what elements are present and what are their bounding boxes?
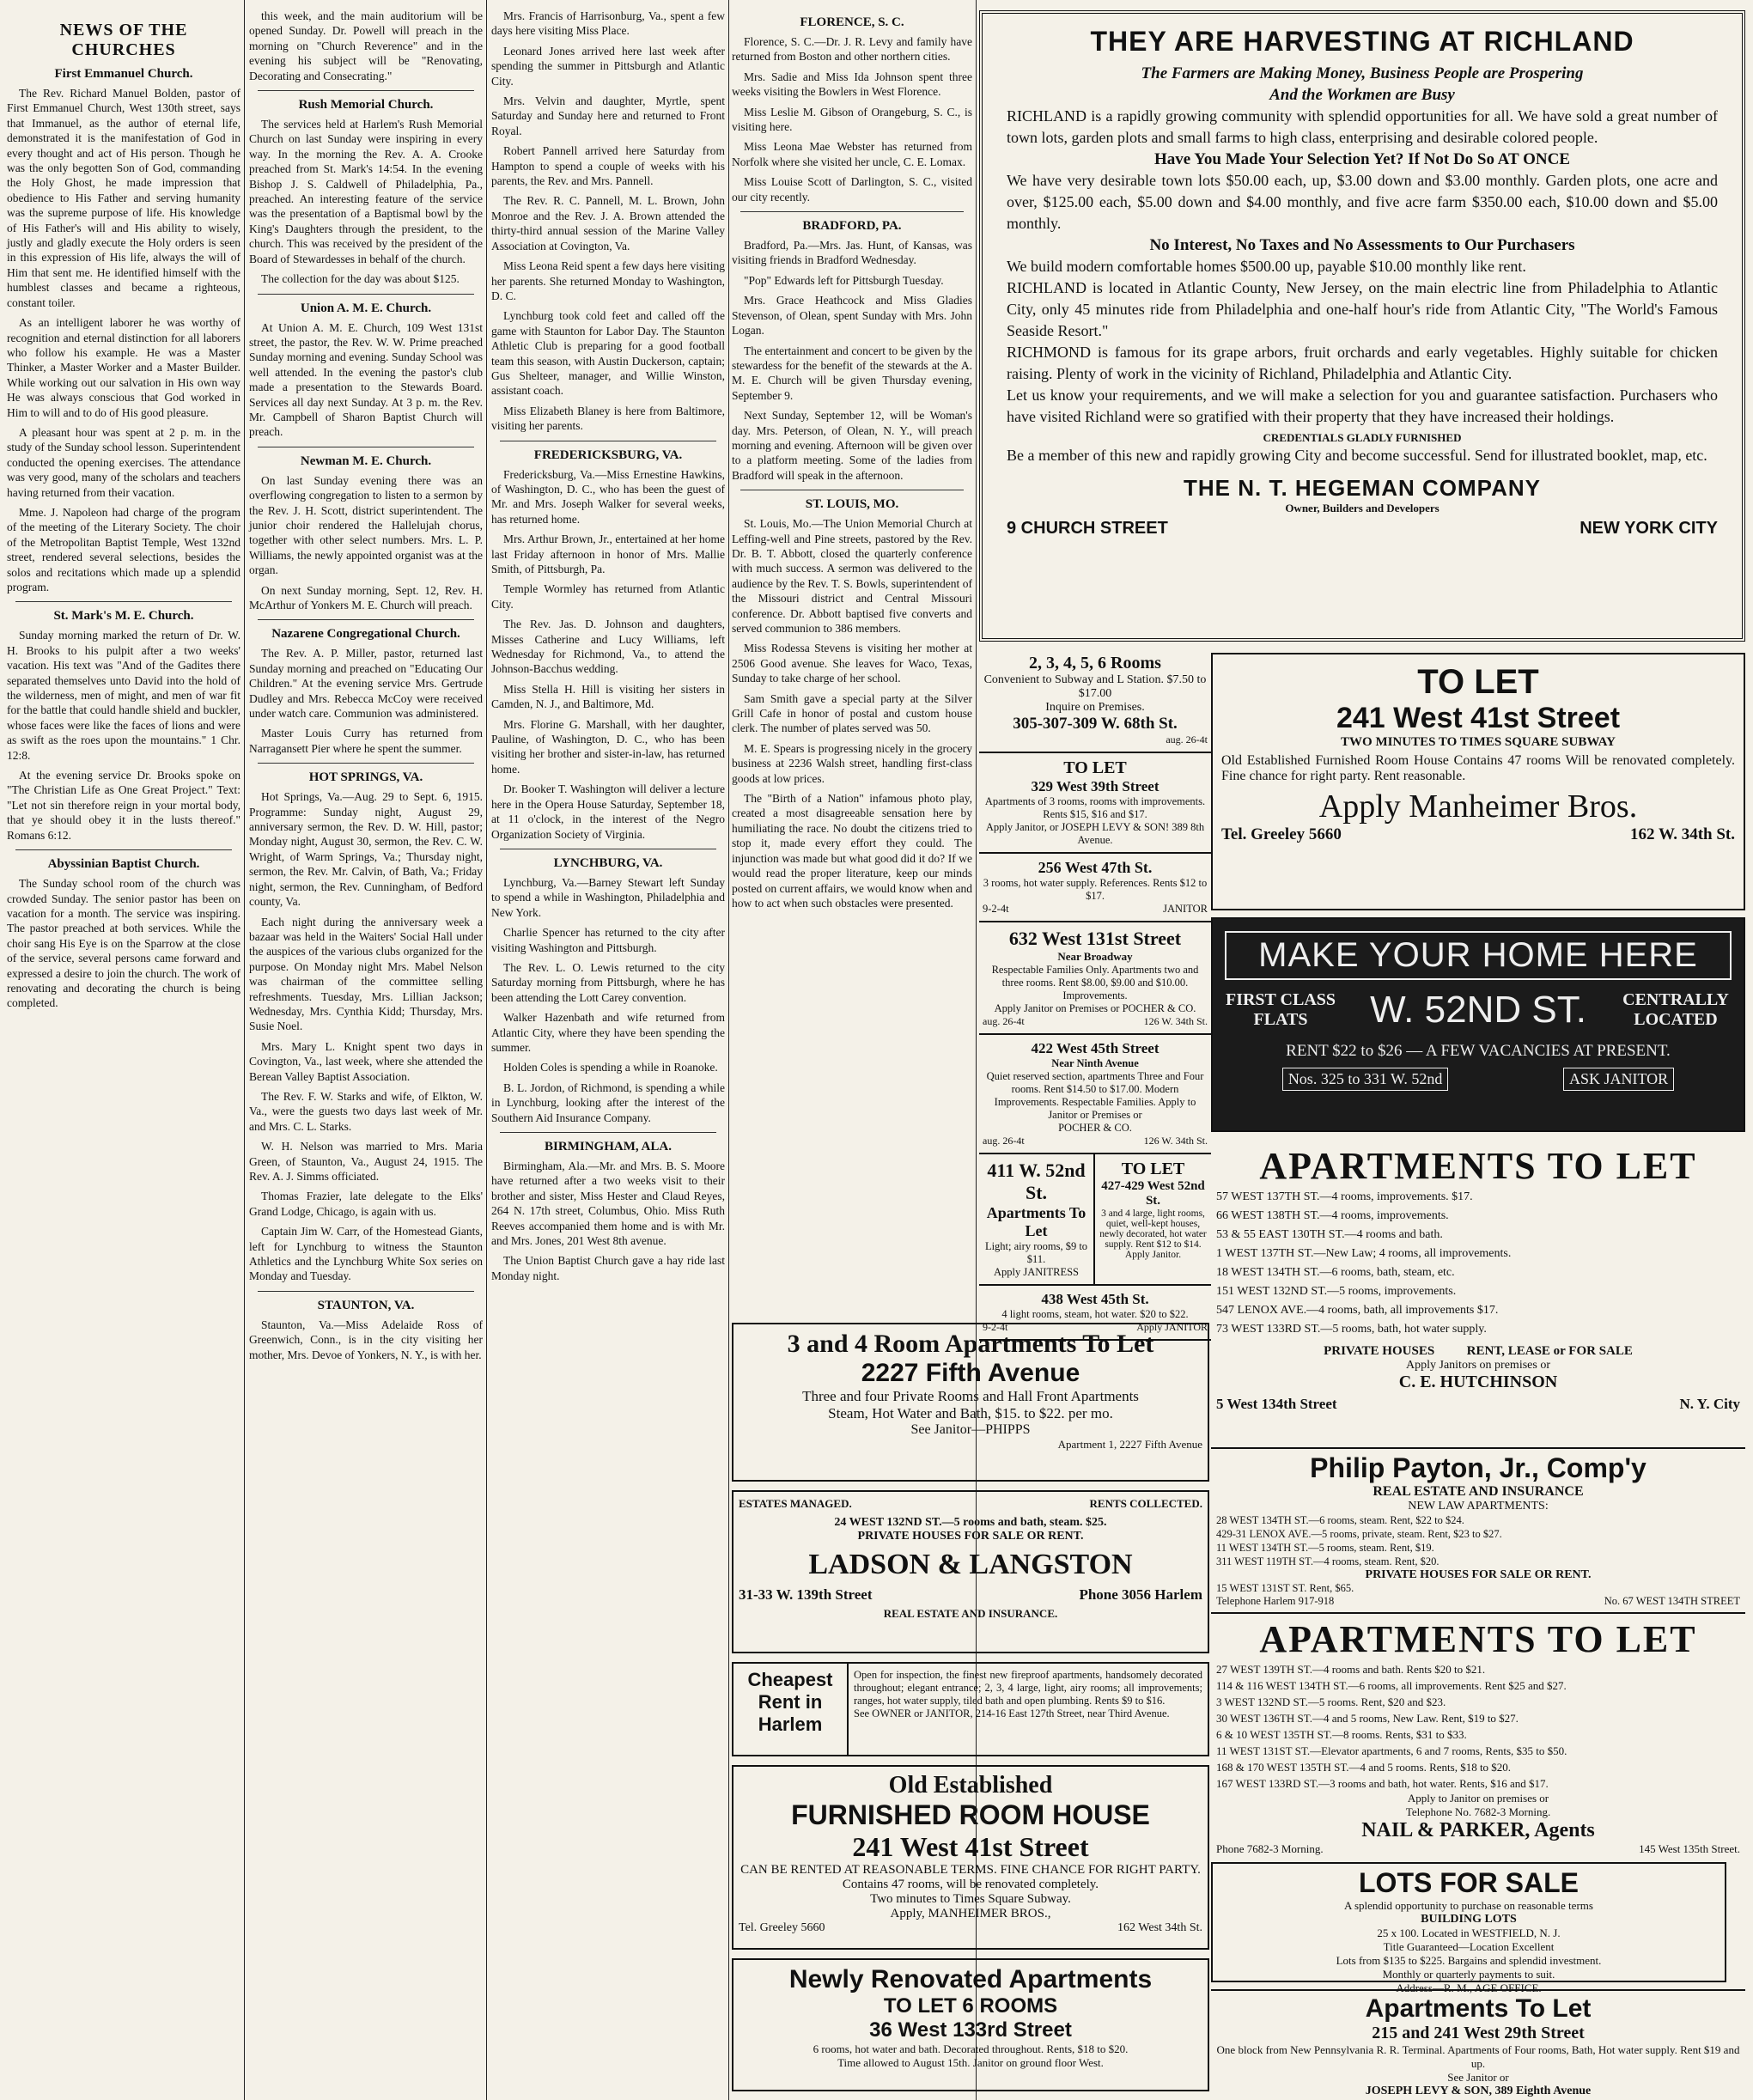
article-paragraph: Sam Smith gave a special party at the Silver Grill Cafe in honor of postal and custom house clerk. The number of plates served was 50. (732, 691, 972, 735)
ad-line: 305-307-309 W. 68th St. (1013, 715, 1178, 733)
ad-line: Apply JANITRESS (994, 1266, 1079, 1278)
ad-line: 145 West 135th Street. (1639, 1842, 1740, 1855)
ad-line: Light; airy rooms, $9 to $11. (984, 1240, 1088, 1265)
article-paragraph: Lynchburg, Va.—Barney Stewart left Sunday to spend a while in Washington, Philadelphia and New York. (491, 875, 725, 919)
ad-line: Open for inspection, the finest new fireproof apartments, handsomely decorated throughout; elegant entrance; 2, 3, 4 large, light, airy rooms; all improvements; ranges, hot water supply, tiled bath and open plumbing. Rents $9 to $16. (854, 1669, 1202, 1707)
ad-411-52nd (979, 1154, 1095, 1284)
ad-427-52nd (1095, 1154, 1211, 1284)
heading-st-louis: ST. LOUIS, MO. (805, 497, 899, 512)
article-paragraph: Captain Jim W. Carr, of the Homestead Giants, left for Lynchburg to witness the Staunton Athletics and the Lynchburg White Sox series on Monday and Tuesday. (249, 1225, 483, 1283)
article-paragraph: The Union Baptist Church gave a hay ride last Monday night. (491, 1254, 725, 1282)
ad-title: APARTMENTS TO LET (1259, 1145, 1697, 1187)
ad-line: RENT $22 to $26 — A FEW VACANCIES AT PRESENT. (1286, 1042, 1671, 1060)
article-paragraph: Mrs. Francis of Harrisonburg, Va., spent a few days here visiting Miss Place. (491, 9, 725, 38)
ad-text: RICHLAND is a rapidly growing community with splendid opportunities for all. We have sold a great number of town lots, garden plots and small farms to high class, enterprising and desirable colored people. (1007, 107, 1718, 146)
article-paragraph: Mme. J. Napoleon had charge of the program of the meeting of the Literary Society. The choir of the Metropolitan Baptist Temple, West 132nd street, rendered several selections, besides the solos and recitations which made up a splendid program. (7, 505, 240, 593)
ad-line: Phone 7682-3 Morning. (1216, 1842, 1324, 1855)
ad-line: See Janitor or (1447, 2071, 1509, 2084)
article-paragraph: On next Sunday morning, Sept. 12, Rev. H. McArthur of Yonkers M. E. Church will preach. (249, 583, 483, 612)
heading-first-emmanuel: First Emmanuel Church. (54, 67, 193, 81)
list-item: 3 WEST 132ND ST.—5 rooms. Rent, $20 and $23. (1216, 1695, 1446, 1708)
ad-line: ASK JANITOR (1563, 1068, 1674, 1091)
column-1 (7, 9, 240, 2087)
ad-line: 9-2-4t (983, 1321, 1008, 1333)
heading-abyssinian: Abyssinian Baptist Church. (47, 857, 200, 872)
ad-line: Apply JANITOR (1136, 1321, 1208, 1333)
divider (15, 601, 232, 602)
list-item: 57 WEST 137TH ST.—4 rooms, improvements. $17. (1216, 1190, 1473, 1203)
ad-line: Contains 47 rooms, will be renovated completely. (842, 1878, 1099, 1891)
divider (15, 849, 232, 850)
ad-line: Old Established (888, 1772, 1053, 1799)
article-paragraph: Hot Springs, Va.—Aug. 29 to Sept. 6, 1915. Programme: Sunday night, August 29, anniversary sermon, the Rev. D. W. Hill, pastor; Monday night, August 30, sermon, the Rev. C. W. Wright, of Warm Springs, Va.; Thursday night, sermon, the Rev. Mr. Calvin, of Bath, Va.; Friday night, sermon, the Rev. Cunningham, of Bedford county, Va. (249, 790, 483, 909)
ad-line: TO LET (1417, 663, 1539, 701)
heading-newman: Newman M. E. Church. (300, 453, 432, 468)
page-header: NEWS OF THE CHURCHES (59, 21, 188, 59)
ad-text: We have very desirable town lots $50.00 each, up, $3.00 down and $3.00 monthly. Garden plots, one acre and over, $125.00 each, $5.00 down and $4.00 monthly, and five acre farm $350.00 each, $10.00 down and $5.00 monthly. (1007, 172, 1718, 232)
list-item: 27 WEST 139TH ST.—4 rooms and bath. Rents $20 to $21. (1216, 1663, 1486, 1676)
ad-text: RICHMOND is famous for its grape arbors, fruit orchards and early vegetables. Highly suitable for chicken raising. Plenty of work in the vicinity of Richland, Philadelphia and Atlantic City. (1007, 344, 1718, 382)
ad-furnished-room-house (732, 1765, 1209, 1950)
list-item: 311 WEST 119TH ST.—4 rooms, steam. Rent, $20. (1216, 1555, 1440, 1567)
ad-line: REAL ESTATE AND INSURANCE. (883, 1607, 1058, 1620)
column-rule (486, 0, 487, 2100)
ad-line: 215 and 241 West 29th Street (1372, 2024, 1585, 2042)
article-paragraph: Miss Louise Scott of Darlington, S. C., visited our city recently. (732, 175, 972, 204)
ad-text: Be a member of this new and rapidly growing City and become successful. Send for illustrated booklet, map, etc. (1007, 447, 1707, 464)
ad-line: Nos. 325 to 331 W. 52nd (1282, 1068, 1449, 1091)
ad-subtitle: And the Workmen are Busy (1269, 86, 1455, 104)
ad-45th-st (979, 1035, 1211, 1154)
list-item: 11 WEST 134TH ST.—5 rooms, steam. Rent, $19. (1216, 1542, 1434, 1554)
ad-question: Have You Made Your Selection Yet? If Not Do So AT ONCE (1154, 150, 1570, 168)
article-paragraph: The collection for the day was about $125. (261, 272, 460, 286)
ad-text: We build modern comfortable homes $500.00 up, payable $10.00 monthly like rent. (1007, 258, 1526, 275)
ad-fifth-avenue (732, 1323, 1209, 1482)
ad-text: RICHLAND is located in Atlantic County, New Jersey, on the main electric line from Philadelphia to Atlantic City, only 45 minutes ride from Philadelphia and one-half hour's ride from Atlantic City, "The World's Famous Seaside Resort." (1007, 279, 1718, 339)
ad-title: Apartments To Let (1365, 1994, 1592, 2023)
list-item: 6 & 10 WEST 135TH ST.—8 rooms. Rents, $31 to $33. (1216, 1728, 1467, 1741)
list-item: 66 WEST 138TH ST.—4 rooms, improvements. (1216, 1209, 1449, 1222)
ad-line: Quiet reserved section, apartments Three and Four rooms. Rent $14.50 to $17.00. Modern Improvements. Respectable Families. Apply to Janitor or Premises or (986, 1070, 1204, 1121)
article-paragraph: W. H. Nelson was married to Mrs. Maria Green, of Staunton, Va., August 24, 1915. The Rev. A. J. Simms officiated. (249, 1140, 483, 1183)
ad-lots-for-sale (1211, 1862, 1726, 1994)
ad-line: Apply Janitor on Premises or POCHER & CO. (994, 1002, 1196, 1014)
ad-line: See OWNER or JANITOR, 214-16 East 127th Street, near Third Avenue. (854, 1707, 1170, 1720)
article-paragraph: The entertainment and concert to be given by the stewardess for the benefit of the stewards at the A. M. E. Church will be given Thursday evening, September 9. (732, 344, 972, 402)
ad-make-your-home-here (1211, 917, 1745, 1132)
ad-line: JANITOR (1163, 903, 1208, 915)
ad-line: Respectable Families Only. Apartments two and three rooms. Rent $8.00, $9.00 and $10.00. Improvements. (991, 964, 1199, 1001)
ad-line: aug. 26-4t (1166, 733, 1208, 746)
ad-line: 31-33 W. 139th Street (739, 1586, 873, 1603)
ad-line: Inquire on Premises. (1045, 701, 1145, 714)
article-paragraph: Temple Wormley has returned from Atlantic City. (491, 582, 725, 611)
ad-line: CENTRALLY LOCATED (1622, 990, 1729, 1029)
ad-apartments-hutchinson (1211, 1139, 1745, 1444)
ad-line: 162 West 34th St. (1117, 1921, 1202, 1934)
ad-no-interest: No Interest, No Taxes and No Assessments to Our Purchasers (1149, 236, 1575, 254)
ad-line: 4 light rooms, steam, hot water. $20 to $22. (1001, 1308, 1189, 1320)
ad-subtitle: The Farmers are Making Money, Business People are Prospering (1141, 64, 1584, 82)
ad-52nd-row (979, 1154, 1211, 1286)
ad-line: LADSON & LANGSTON (808, 1549, 1133, 1580)
article-paragraph: Each night during the anniversary week a bazaar was held in the Waiters' Social Hall under the auspices of the various clubs organized for the purpose. On Monday night Mrs. Mabel Nelson was chairman of the committee selling refreshments. Tuesday, Mrs. Lillian Jackson; Wednesday, Mrs. Cynthia Kidd; Thursday, Mrs. Susie Noel. (249, 915, 483, 1033)
richland-advertisement (979, 10, 1745, 642)
list-item: 18 WEST 134TH ST.—6 rooms, bath, steam, etc. (1216, 1266, 1455, 1279)
heading-nazarene: Nazarene Congregational Church. (271, 627, 460, 642)
ad-line: 3 and 4 large, light rooms, quiet, well-kept houses, newly decorated, hot water supply. Rent $12 to $14. (1099, 1208, 1207, 1250)
article-paragraph: Master Louis Curry has returned from Narragansett Pier where he spent the summer. (249, 727, 483, 755)
article-paragraph: The Rev. L. O. Lewis returned to the city Saturday morning from Pittsburgh, where he has been attending the Lott Carey convention. (491, 960, 725, 1004)
ad-line: Tel. Greeley 5660 (739, 1921, 825, 1934)
list-item: 167 WEST 133RD ST.—3 rooms and bath, hot water. Rents, $16 and $17. (1216, 1777, 1549, 1790)
divider (258, 294, 474, 295)
article-paragraph: Holden Coles is spending a while in Roanoke. (503, 1061, 718, 1074)
ad-city: NEW YORK CITY (1580, 519, 1718, 538)
list-item: 53 & 55 EAST 130TH ST.—4 rooms and bath. (1216, 1228, 1443, 1241)
list-item: 429-31 LENOX AVE.—5 rooms, private, steam. Rent, $23 to $27. (1216, 1528, 1502, 1540)
article-paragraph: Miss Leona Reid spent a few days here visiting her parents. She returned Monday to Washington, D. C. (491, 259, 725, 302)
article-paragraph: Mrs. Florine G. Marshall, with her daughter, Pauline, of Washington, D. C., who has been visiting her brother and sister-in-law, has returned home. (491, 717, 725, 776)
ad-line: MAKE YOUR HOME HERE (1225, 931, 1732, 980)
ad-line: aug. 26-4t (983, 1015, 1025, 1027)
list-item: 1 WEST 137TH ST.—New Law; 4 rooms, all improvements. (1216, 1247, 1512, 1260)
column-2 (249, 9, 483, 2087)
divider (740, 211, 964, 212)
ad-line: Lots from $135 to $225. Bargains and splendid investment. (1336, 1954, 1602, 1967)
ad-list (1216, 1188, 1740, 1339)
ad-line: 422 West 45th Street (1031, 1040, 1160, 1056)
article-paragraph: Florence, S. C.—Dr. J. R. Levy and family have returned from Boston and other northern cities. (732, 35, 972, 64)
article-paragraph: At Union A. M. E. Church, 109 West 131st street, the pastor, the Rev. W. W. Prime preached Sunday morning and evening. Sunday School was well attended. In the evening the pastor's club made a presentation to the Stewards Board. Services all day next Sunday. At 3 p. m. the Rev. Mr. Campbell of Sharon Baptist Church will preach. (249, 320, 483, 439)
ad-line: PRIVATE HOUSES RENT, LEASE or FOR SALE (1324, 1344, 1633, 1358)
article-paragraph: Miss Leona Mae Webster has returned from Norfolk where she visited her uncle, C. E. Lomax. (732, 140, 972, 168)
ad-131st-st (979, 922, 1211, 1035)
ad-footer (1007, 519, 1718, 539)
article-paragraph: "Pop" Edwards left for Pittsburgh Tuesday. (744, 273, 944, 287)
ad-company: THE N. T. HEGEMAN COMPANY (1184, 475, 1541, 501)
ad-nail-parker (1211, 1612, 1745, 1857)
ad-line: 36 West 133rd Street (869, 2018, 1072, 2042)
article-paragraph: Mrs. Mary L. Knight spent two days in Covington, Va., last week, where she attended the Berean Valley Baptist Association. (249, 1039, 483, 1083)
heading-lynchburg: LYNCHBURG, VA. (553, 855, 663, 870)
ad-line: 9-2-4t (983, 903, 1009, 915)
article-paragraph: Sunday morning marked the return of Dr. W. H. Brooks to his pulpit after a two weeks' vacation. His text was "And of the Gadites there separated themselves unto David into the hold of the wilderness, men of might, and men of war fit for the battle that could handle shield and buckler, whose faces were like the faces of lions and were as swift as the roes upon the mountains." 1 Chr. 12:8. (7, 629, 240, 762)
ad-title: THEY ARE HARVESTING AT RICHLAND (1090, 26, 1634, 57)
divider (500, 1132, 716, 1133)
ad-39th-st (979, 753, 1211, 854)
ad-line: 2, 3, 4, 5, 6 Rooms (1029, 654, 1161, 673)
ad-title: Philip Payton, Jr., Comp'y (1310, 1452, 1646, 1483)
ad-line: Address—R. M., AGE OFFICE. (1396, 1981, 1542, 1994)
ad-line: Tel. Greeley 5660 (1221, 825, 1342, 843)
ad-line: FURNISHED ROOM HOUSE (791, 1799, 1150, 1830)
article-paragraph: B. L. Jordon, of Richmond, is spending a while in Lynchburg, looking after the interest of the Southern Aid Insurance Company. (491, 1080, 725, 1124)
ad-line: TO LET 6 ROOMS (883, 1994, 1058, 2018)
ad-line: 329 West 39th Street (1031, 778, 1160, 794)
article-paragraph: Bradford, Pa.—Mrs. Jas. Hunt, of Kansas, was visiting friends in Bradford Wednesday. (732, 239, 972, 267)
ad-line: JOSEPH LEVY & SON, 389 Eighth Avenue (1365, 2085, 1592, 2097)
ad-line: NEW LAW APARTMENTS: (1408, 1500, 1549, 1513)
article-paragraph: this week, and the main auditorium will be opened Sunday. Dr. Powell will preach in the morning on "Church Reverence" and in the evening his subject will be "Renovating, Decorating and Consecrating." (249, 9, 483, 82)
divider (258, 90, 474, 91)
list-item: 11 WEST 131ST ST.—Elevator apartments, 6 and 7 rooms, Rents, $35 to $50. (1216, 1744, 1567, 1757)
heading-fredericksburg: FREDERICKSBURG, VA. (533, 447, 683, 462)
article-paragraph: Mrs. Sadie and Miss Ida Johnson spent three weeks visiting the Bowlers in West Florence. (732, 70, 972, 99)
article-paragraph: Birmingham, Ala.—Mr. and Mrs. B. S. Moore have returned after a two weeks visit to their brother and sister, Miss Hester and Claud Reyes, 264 N. 17th street, Columbus, Ohio. Miss Ruth Reeves accompanied them home and is with Mr. and Mrs. Jones, 201 West 8th avenue. (491, 1160, 725, 1248)
ad-line: TO LET (1063, 758, 1127, 777)
ad-line: 241 West 41st Street (852, 1831, 1089, 1862)
ad-line: Apply Janitor, or JOSEPH LEVY & SON! 389 8th Avenue. (985, 821, 1205, 846)
ad-line: 2227 Fifth Avenue (861, 1359, 1080, 1387)
ad-line: RENTS COLLECTED. (1089, 1497, 1202, 1510)
ad-line: 632 West 131st Street (1008, 928, 1182, 949)
divider (258, 763, 474, 764)
article-paragraph: Miss Stella H. Hill is visiting her sisters in Camden, N. J., and Baltimore, Md. (491, 682, 725, 711)
article-paragraph: Mrs. Velvin and daughter, Myrtle, spent Saturday and Sunday here and returned to Front Royal. (491, 94, 725, 137)
ad-title: APARTMENTS TO LET (1259, 1618, 1697, 1660)
ad-line: Two minutes to Times Square Subway. (870, 1892, 1071, 1906)
article-paragraph: On last Sunday evening there was an overflowing congregation to listen to a sermon by the Rev. J. H. Scott, district superintendent. The junior choir rendered the Hallelujah chorus, together with other select numbers. Mrs. L. P. Williams, the newly appointed organist was at the organ. (249, 473, 483, 577)
ad-line: 24 WEST 132ND ST.—5 rooms and bath, steam. $25. (834, 1516, 1107, 1529)
heading-florence: FLORENCE, S. C. (800, 15, 904, 29)
ad-line: BUILDING LOTS (1421, 1913, 1517, 1926)
ad-line: Apply Janitor. (1124, 1250, 1182, 1260)
list-item: 151 WEST 132ND ST.—5 rooms, improvements. (1216, 1285, 1457, 1298)
list-item: 30 WEST 136TH ST.—4 and 5 rooms, New Law. Rent, $19 to $27. (1216, 1712, 1519, 1725)
article-paragraph: Leonard Jones arrived here last week after spending the summer in Pittsburgh and Atlantic City. (491, 44, 725, 88)
ad-line: Apartments of 3 rooms, rooms with improvements. Rents $15, $16 and $17. (984, 795, 1206, 820)
list-item: 28 WEST 134TH ST.—6 rooms, steam. Rent, $22 to $24. (1216, 1514, 1464, 1526)
ad-line: Apply Janitors on premises or (1406, 1359, 1550, 1372)
article-paragraph: Mrs. Grace Heathcock and Miss Gladies Stevenson, of Olean, spent Sunday with Mrs. John Logan. (732, 294, 972, 338)
ad-line: Apartments To Let (986, 1204, 1086, 1239)
ad-line: 3 and 4 Room Apartments To Let (787, 1330, 1154, 1358)
heading-hot-springs: HOT SPRINGS, VA. (308, 770, 423, 785)
heading-rush: Rush Memorial Church. (298, 98, 434, 113)
article-paragraph: The Rev. A. P. Miller, pastor, returned last Sunday morning and preached on "Educating Our Children." At the evening service Mrs. Gertrude Dudley and Mrs. Rebecca McCoy were received under watch care. Communion was administered. (249, 647, 483, 721)
ad-line: Apply to Janitor on premises or (1407, 1792, 1549, 1805)
column-rule (728, 0, 729, 2100)
article-paragraph: Walker Hazenbath and wife returned from Atlantic City, where they have been spending the summer. (491, 1011, 725, 1054)
ad-line: W. 52ND ST. (1370, 989, 1586, 1031)
ad-line: 256 West 47th St. (1038, 859, 1153, 876)
article-paragraph: A pleasant hour was spent at 2 p. m. in the study of the Sunday school lesson. Superintendent conducted the opening exercises. The attendance was very good, many of the scholars and teachers having returned from their vacation. (7, 425, 240, 499)
ad-line: Old Established Furnished Room House Contains 47 rooms Will be renovated completely. Fine chance for right party. Rent reasonable. (1221, 753, 1735, 783)
ad-line: N. Y. City (1679, 1396, 1740, 1412)
heading-union: Union A. M. E. Church. (300, 301, 432, 315)
article-paragraph: The Rev. Richard Manuel Bolden, pastor of First Emmanuel Church, West 130th street, says that Immanuel, as the author of eternal life, demonstrated it is the manifestation of God in every thought and act of His person. Though he was the only begotten Son of God, commanding the Holy Ghost, he made impression that obedience to His Father and serving humanity was the supreme purpose of life. His knowledge of His Father's will and His ability to wisely, justly and gladly execute the Holy orders is seen in this expression of His life, always the will of Him that sent me. He identified himself with the humblest classes and became a righteous, constant toiler. (7, 87, 240, 309)
ad-to-let-41st (1211, 653, 1745, 910)
ad-line: PRIVATE HOUSES FOR SALE OR RENT. (1365, 1568, 1592, 1581)
ad-line: 25 x 100. Located in WESTFIELD, N. J. (1377, 1927, 1561, 1939)
ad-philip-payton (1211, 1447, 1745, 1609)
article-paragraph: The Sunday school room of the church was crowded Sunday. The senior pastor has been on vacation for a month. The service was inspiring. The pastor preached at both services. While the choir sang His Eye is on the Sparrow at the close of the service, several persons came forward and expressed a desire to join the church. The work of renovating and decorating the church is being completed. (7, 877, 240, 1010)
ad-line: Three and four Private Rooms and Hall Front Apartments (802, 1388, 1139, 1404)
ad-47th-st (979, 854, 1211, 922)
divider (258, 1291, 474, 1292)
ad-line: FIRST CLASS FLATS (1225, 990, 1336, 1029)
ad-line: Telephone No. 7682-3 Morning. (1405, 1805, 1551, 1818)
article-paragraph: The "Birth of a Nation" infamous photo play, created a most disagreeable sensation here by humiliating the race. No doubt the citizens tried to stop it, made every effort they could. The injunction was made but what good did it do? If we would read the proper literature, keep our minds posted on current affairs, we would know when and how to act when such obstacles were presented. (732, 792, 972, 910)
ad-title: LOTS FOR SALE (1359, 1867, 1579, 1898)
list-item: 73 WEST 133RD ST.—5 rooms, bath, hot water supply. (1216, 1323, 1487, 1336)
article-paragraph: The services held at Harlem's Rush Memorial Church on last Sunday were inspiring in every way. In the morning the Rev. A. A. Crooke preached from St. Mark's 14:54. In the evening Bishop J. S. Caldwell of Philadelphia, Pa., preached. An interesting feature of the service was the presentation of a Baptismal bowl by the King's Daughters through the president, to the church. This was received by the president of the Board of Stewardesses in behalf of the church. (249, 118, 483, 265)
article-paragraph: Fredericksburg, Va.—Miss Ernestine Hawkins, of Washington, D. C., who has been the guest of Mr. and Mrs. Joseph Walker for several weeks, has returned home. (491, 467, 725, 526)
article-paragraph: Mrs. Arthur Brown, Jr., entertained at her home last Friday afternoon in honor of Mrs. Mallie Smith, of Pittsburgh, Pa. (491, 533, 725, 575)
list-item: 114 & 116 WEST 134TH ST.—6 rooms, all improvements. Rent $25 and $27. (1216, 1679, 1567, 1692)
ad-line: TWO MINUTES TO TIMES SQUARE SUBWAY (1341, 735, 1616, 749)
ad-line: Telephone Harlem 917-918 (1216, 1595, 1335, 1607)
ad-line: NAIL & PARKER, Agents (1361, 1819, 1595, 1841)
ad-line: Monthly or quarterly payments to suit. (1382, 1968, 1555, 1981)
article-paragraph: Charlie Spencer has returned to the city after visiting Washington and Pittsburgh. (491, 926, 725, 954)
ad-line: Cheapest Rent in Harlem (733, 1664, 849, 1755)
article-paragraph: At the evening service Dr. Brooks spoke on "The Christian Life as One Great Project." Text: "Let not sin therefore reign in your mortal body, that ye should obey it in the lusts thereof." Romans 6:12. (7, 769, 240, 842)
ad-68th-st (979, 648, 1211, 753)
heading-staunton: STAUNTON, VA. (317, 1298, 415, 1312)
divider (258, 619, 474, 620)
ad-line: Newly Renovated Apartments (788, 1965, 1153, 1993)
heading-birmingham: BIRMINGHAM, ALA. (545, 1140, 672, 1153)
article-paragraph: The Rev. F. W. Starks and wife, of Elkton, W. Va., were the guests two days last week of Mr. and Mrs. C. L. Starks. (249, 1089, 483, 1133)
heading-bradford: BRADFORD, PA. (802, 219, 902, 234)
ad-address: 9 CHURCH STREET (1007, 519, 1168, 538)
article-paragraph: Robert Pannell arrived here Saturday from Hampton to spend a couple of weeks with his parents, the Rev. and Mrs. Pannell. (491, 144, 725, 188)
ad-company-sub: Owner, Builders and Developers (1285, 502, 1440, 514)
ad-line: 6 rooms, hot water and bath. Decorated throughout. Rents, $18 to $20. (813, 2042, 1129, 2055)
ad-line: No. 67 WEST 134TH STREET (1604, 1595, 1740, 1607)
ad-line: 5 West 134th Street (1216, 1396, 1337, 1412)
ad-line: aug. 26-4t (983, 1135, 1025, 1147)
ad-line: POCHER & CO. (1058, 1122, 1132, 1134)
ad-line: REAL ESTATE AND INSURANCE (1373, 1484, 1584, 1499)
ad-text: Let us know your requirements, and we will make a selection for you and guarantee satisfaction. Purchasers who have visited Richland were so gratified with their property that they have increased their holdings. (1007, 387, 1718, 425)
article-paragraph: Staunton, Va.—Miss Adelaide Ross of Greenwich, Conn., is in the city visiting her mother, Mrs. Devoe of Yonkers, N. Y., is with her. (249, 1318, 483, 1361)
list-item: 168 & 170 WEST 135TH ST.—4 and 5 rooms. Rents, $18 to $20. (1216, 1761, 1512, 1774)
ad-line: 411 W. 52nd St. (987, 1160, 1086, 1203)
ad-line: Title Guaranteed—Location Excellent (1383, 1940, 1555, 1953)
article-paragraph: Miss Leslie M. Gibson of Orangeburg, S. C., is visiting here. (732, 105, 972, 134)
ad-line: Apply, MANHEIMER BROS., (890, 1907, 1051, 1920)
ad-line: 241 West 41st Street (1336, 702, 1621, 734)
ad-line: Apartment 1, 2227 Fifth Avenue (1057, 1438, 1202, 1451)
article-paragraph: The Rev. R. C. Pannell, M. L. Brown, John Monroe and the Rev. J. A. Brown attended the thirty-third annual session of the Marine Valley Association at Covington, Va. (491, 194, 725, 253)
ad-line: A splendid opportunity to purchase on reasonable terms (1344, 1899, 1593, 1912)
ad-line: Near Ninth Avenue (1051, 1057, 1139, 1069)
ad-line: Near Broadway (1057, 950, 1133, 963)
ad-line: Apply Manheimer Bros. (1318, 788, 1638, 825)
ad-cheapest-rent (732, 1662, 1209, 1756)
ad-credentials: CREDENTIALS GLADLY FURNISHED (1263, 431, 1462, 444)
ad-line: Steam, Hot Water and Bath, $15. to $22. per mo. (828, 1405, 1113, 1421)
column-3 (491, 9, 725, 2087)
article-paragraph: The Rev. Jas. D. Johnson and daughters, Misses Catherine and Lucy Williams, left Wednesday for Richmond, Va., to attend the Johnson-Bacchus wedding. (491, 618, 725, 676)
ad-line: 15 WEST 131ST ST. Rent, $65. (1216, 1582, 1354, 1594)
ad-line: One block from New Pennsylvania R. R. Terminal. Apartments of Four rooms, Bath, Hot water supply. Rent $19 and up. (1216, 2043, 1740, 2070)
ad-line: 162 W. 34th St. (1630, 825, 1735, 843)
ad-newly-renovated (732, 1958, 1209, 2091)
ad-line: 3 rooms, hot water supply. References. Rents $12 to $17. (983, 877, 1208, 902)
article-paragraph: St. Louis, Mo.—The Union Memorial Church at Leffing-well and Pine streets, pastored by the Rev. Dr. B. T. Abbott, closed the quarterly conference with much success. A sermon was delivered to the audience by the Rev. T. S. Bowls, superintendent of the Missouri district and Central Missouri conference. Dr. Abbott baptised five converts and served communion to 386 members. (732, 517, 972, 635)
ad-line: ESTATES MANAGED. (739, 1497, 852, 1510)
list-item: 547 LENOX AVE.—4 rooms, bath, all improvements $17. (1216, 1304, 1499, 1317)
column-rule (244, 0, 245, 2100)
article-paragraph: M. E. Spears is progressing nicely in the grocery business at 2236 Walsh street, handling first-class goods at low prices. (732, 741, 972, 785)
article-paragraph: Lynchburg took cold feet and called off the game with Staunton for Labor Day. The Staunton Athletic Club is preparing for a good football team this season, with Austin Duckerson, captain; Gus Shelteer, manager, and Willie Winston, assistant coach. (491, 309, 725, 398)
ad-29th-street (1211, 1989, 1745, 2097)
ad-line: Phone 3056 Harlem (1079, 1586, 1202, 1603)
ad-line: Convenient to Subway and L Station. $7.50 to $17.00 (983, 673, 1207, 700)
ad-ladson-langston (732, 1490, 1209, 1653)
article-paragraph: As an intelligent laborer he was worthy of recognition and eternal distinction for all laborers who follow his example. He was a Master Thinker, a Master Worker and a Master Builder. While working out our salvation in His own way He was always conscious that God worked in Him to will and to do of His good pleasure. (7, 316, 240, 419)
article-paragraph: Dr. Booker T. Washington will deliver a lecture here in the Opera House Saturday, September 18, at 11 o'clock, in the interest of the Negro Organization Society of Virginia. (491, 782, 725, 841)
article-paragraph: Miss Rodessa Stevens is visiting her mother at 2506 Good avenue. She leaves for Waco, Texas, Sunday to take charge of her school. (732, 642, 972, 685)
ad-line: Time allowed to August 15th. Janitor on ground floor West. (837, 2056, 1104, 2069)
ad-line: TO LET (1121, 1160, 1185, 1178)
ad-line: 126 W. 34th St. (1143, 1015, 1208, 1027)
ad-line: C. E. HUTCHINSON (1398, 1373, 1558, 1391)
ad-line: 427-429 West 52nd St. (1101, 1179, 1205, 1208)
ad-line: See Janitor—PHIPPS (910, 1422, 1031, 1437)
ad-line: 126 W. 34th St. (1143, 1135, 1208, 1147)
article-paragraph: Next Sunday, September 12, will be Woman's day. Mrs. Peterson, of Olean, N. Y., will preach morning and evening. Afternoon will be given over to a platform meeting. Some of the ladies from Bradford will speak in the afternoon. (732, 409, 972, 482)
article-paragraph: Thomas Frazier, late delegate to the Elks' Grand Lodge, Chicago, is again with us. (249, 1190, 483, 1218)
heading-st-marks: St. Mark's M. E. Church. (53, 609, 194, 624)
ad-line: CAN BE RENTED AT REASONABLE TERMS. FINE CHANCE FOR RIGHT PARTY. (740, 1863, 1201, 1877)
ad-line: PRIVATE HOUSES FOR SALE OR RENT. (857, 1530, 1084, 1543)
ad-line: 438 West 45th St. (1041, 1291, 1149, 1307)
article-paragraph: Miss Elizabeth Blaney is here from Baltimore, visiting her parents. (491, 404, 725, 433)
